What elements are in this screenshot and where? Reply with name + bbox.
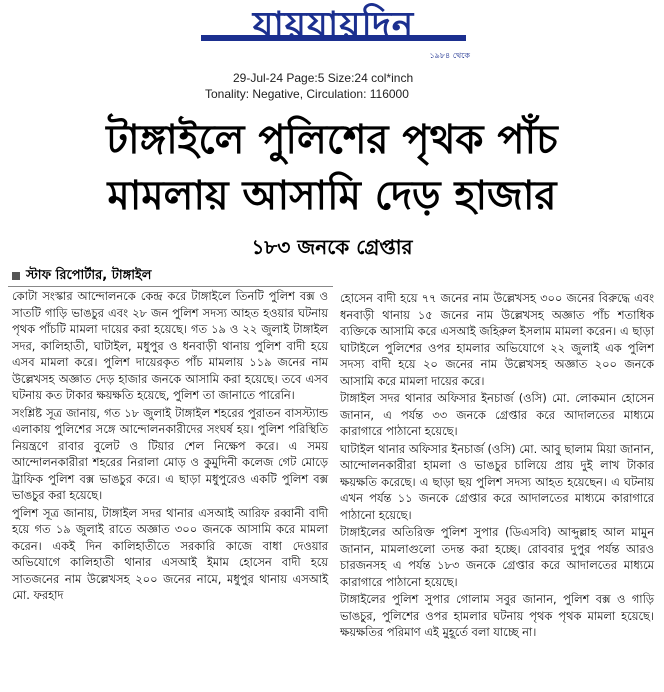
- paragraph: সংশ্লিষ্ট সূত্র জানায়, গত ১৮ জুলাই টাঙ্গাইল শহরের পুরাতন বাসস্ট্যান্ড এলাকায় পুলিশের সঙ্গে আন্দোলনকারীদের সংঘর্ষ হয়। পুলিশ পরিস্থিতি নিয়ন্ত্রণে রাবার বুলেট ও টিয়ার শেল নিক্ষেপ করে। এ সময় আন্দোলনকারীরা শহরের নিরালা মোড় ও কুমুদিনী কলেজ গেট মোড়ে ট্রাফিক পুলিশ বক্স ভাঙচুর করে। এ ছাড়া মধুপুরেও একটি পুলিশ বক্স ভাঙচুর করা হয়েছে।: [12, 405, 328, 502]
- newspaper-masthead: [195, 4, 472, 64]
- article-headline: [10, 112, 654, 224]
- headline-line2: মামলায় আসামি দেড় হাজার: [107, 173, 557, 219]
- paragraph: পুলিশ সূত্র জানায়, টাঙ্গাইল সদর থানার এসআই আরিফ রব্বানী বাদী হয়ে গত ১৯ জুলাই রাতে অজ্ঞাত ৩০০ জনকে আসামি করে মামলা করেন। একই দিন কালিহাতীতে সরকারি কাজে বাধা দেওয়ার অভিযোগে কালিহাতী থানার এসআই ইমাম হোসেন বাদী হয়ে সাতজনের নাম উল্লেখসহ ২০০ জনের নামে, মধুপুর থানায় এসআই মো. ফরহাদ: [12, 505, 328, 602]
- byline-rule: [8, 286, 333, 287]
- clip-meta-line1: 29-Jul-24 Page:5 Size:24 col*inch: [233, 71, 414, 85]
- headline-line1: টাঙ্গাইলে পুলিশের পৃথক পাঁচ: [106, 117, 558, 163]
- newspaper-logo: যায়যায়দিন: [252, 5, 415, 46]
- paragraph: হোসেন বাদী হয়ে ৭৭ জনের নাম উল্লেখসহ ৩০০ জনের বিরুদ্ধে এবং ধনবাড়ী থানায় ১৫ জনের নাম উল্লেখসহ অজ্ঞাত পাঁচ শতাধিক ব্যক্তিকে আসামি করে এসআই জহিরুল ইসলাম মামলা করেন। এ ছাড়া ঘাটাইলে পুলিশের ওপর হামলার অভিযোগে ২২ জুলাই এক পুলিশ সদস্য বাদী হয়ে ২০ জনের নাম উল্লেখসহ অজ্ঞাত ২০০ জনকে আসামি করে মামলা দায়ের করে।: [340, 291, 654, 388]
- article-column-left: [12, 288, 328, 605]
- masthead-tagline: ১৯৮৪ থেকে: [429, 51, 470, 60]
- paragraph: টাঙ্গাইলের অতিরিক্ত পুলিশ সুপার (ডিএসবি) আব্দুল্লাহ আল মামুন জানান, মামলাগুলো তদন্ত করা হচ্ছে। রোববার দুপুর পর্যন্ত আরও চারজনসহ এ পর্যন্ত ১৮৩ জনকে গ্রেপ্তার করে আদালতের মাধ্যমে কারাগারে পাঠানো হয়েছে।: [340, 525, 654, 589]
- paragraph: টাঙ্গাইলের পুলিশ সুপার গোলাম সবুর জানান, পুলিশ বক্স ও গাড়ি ভাঙচুর, পুলিশের ওপর হামলার ঘটনায় পৃথক পৃথক মামলা হয়েছে। ক্ষয়ক্ষতির পরিমাণ এই মুহূর্তে বলা যাচ্ছে না।: [340, 592, 654, 639]
- article-column-right: [340, 290, 654, 642]
- clip-meta-line2: Tonality: Negative, Circulation: 116000: [205, 87, 409, 101]
- paragraph: টাঙ্গাইল সদর থানার অফিসার ইনচার্জ (ওসি) মো. লোকমান হোসেন জানান, এ পর্যন্ত ৩৩ জনকে গ্রেপ্তার করে আদালতের মাধ্যমে কারাগারে পাঠানো হয়েছে।: [340, 391, 654, 438]
- paragraph: ঘাটাইল থানার অফিসার ইনচার্জ (ওসি) মো. আবু ছালাম মিয়া জানান, আন্দোলনকারীরা হামলা ও ভাঙচুর চালিয়ে প্রায় দুই লাখ টাকার ক্ষয়ক্ষতি করেছে। এ ছাড়া ছয় পুলিশ সদস্য আহত হয়েছেন। এ ঘটনায় এখন পর্যন্ত ১১ জনকে গ্রেপ্তার করে আদালতের মাধ্যমে কারাগারে পাঠানো হয়েছে।: [340, 441, 654, 522]
- article-byline: [12, 267, 151, 285]
- byline-text: স্টাফ রিপোর্টার, টাঙ্গাইল: [26, 268, 152, 283]
- byline-square-icon: [12, 272, 20, 280]
- article-subhead: ১৮৩ জনকে গ্রেপ্তার: [251, 235, 413, 259]
- paragraph: কোটা সংস্কার আন্দোলনকে কেন্দ্র করে টাঙ্গাইলে তিনটি পুলিশ বক্স ও সাতটি গাড়ি ভাঙচুর এবং ২৮ জন পুলিশ সদস্য আহত হওয়ার ঘটনায় পৃথক পাঁচটি মামলা দায়ের করা হয়েছে। গত ১৯ ও ২২ জুলাই টাঙ্গাইল সদর, কালিহাতী, ঘাটাইল, মধুপুর ও ধনবাড়ী থানায় পুলিশ বাদী হয়ে এসব মামলা করে। পুলিশ দায়েরকৃত পাঁচ মামলায় ১১৯ জনের নাম উল্লেখসহ অজ্ঞাত দেড় হাজার জনকে আসামি করা হয়েছে। তবে এসব ঘটনায় কত টাকার ক্ষয়ক্ষতি হয়েছে, পুলিশ তা জানাতে পারেনি।: [12, 289, 328, 402]
